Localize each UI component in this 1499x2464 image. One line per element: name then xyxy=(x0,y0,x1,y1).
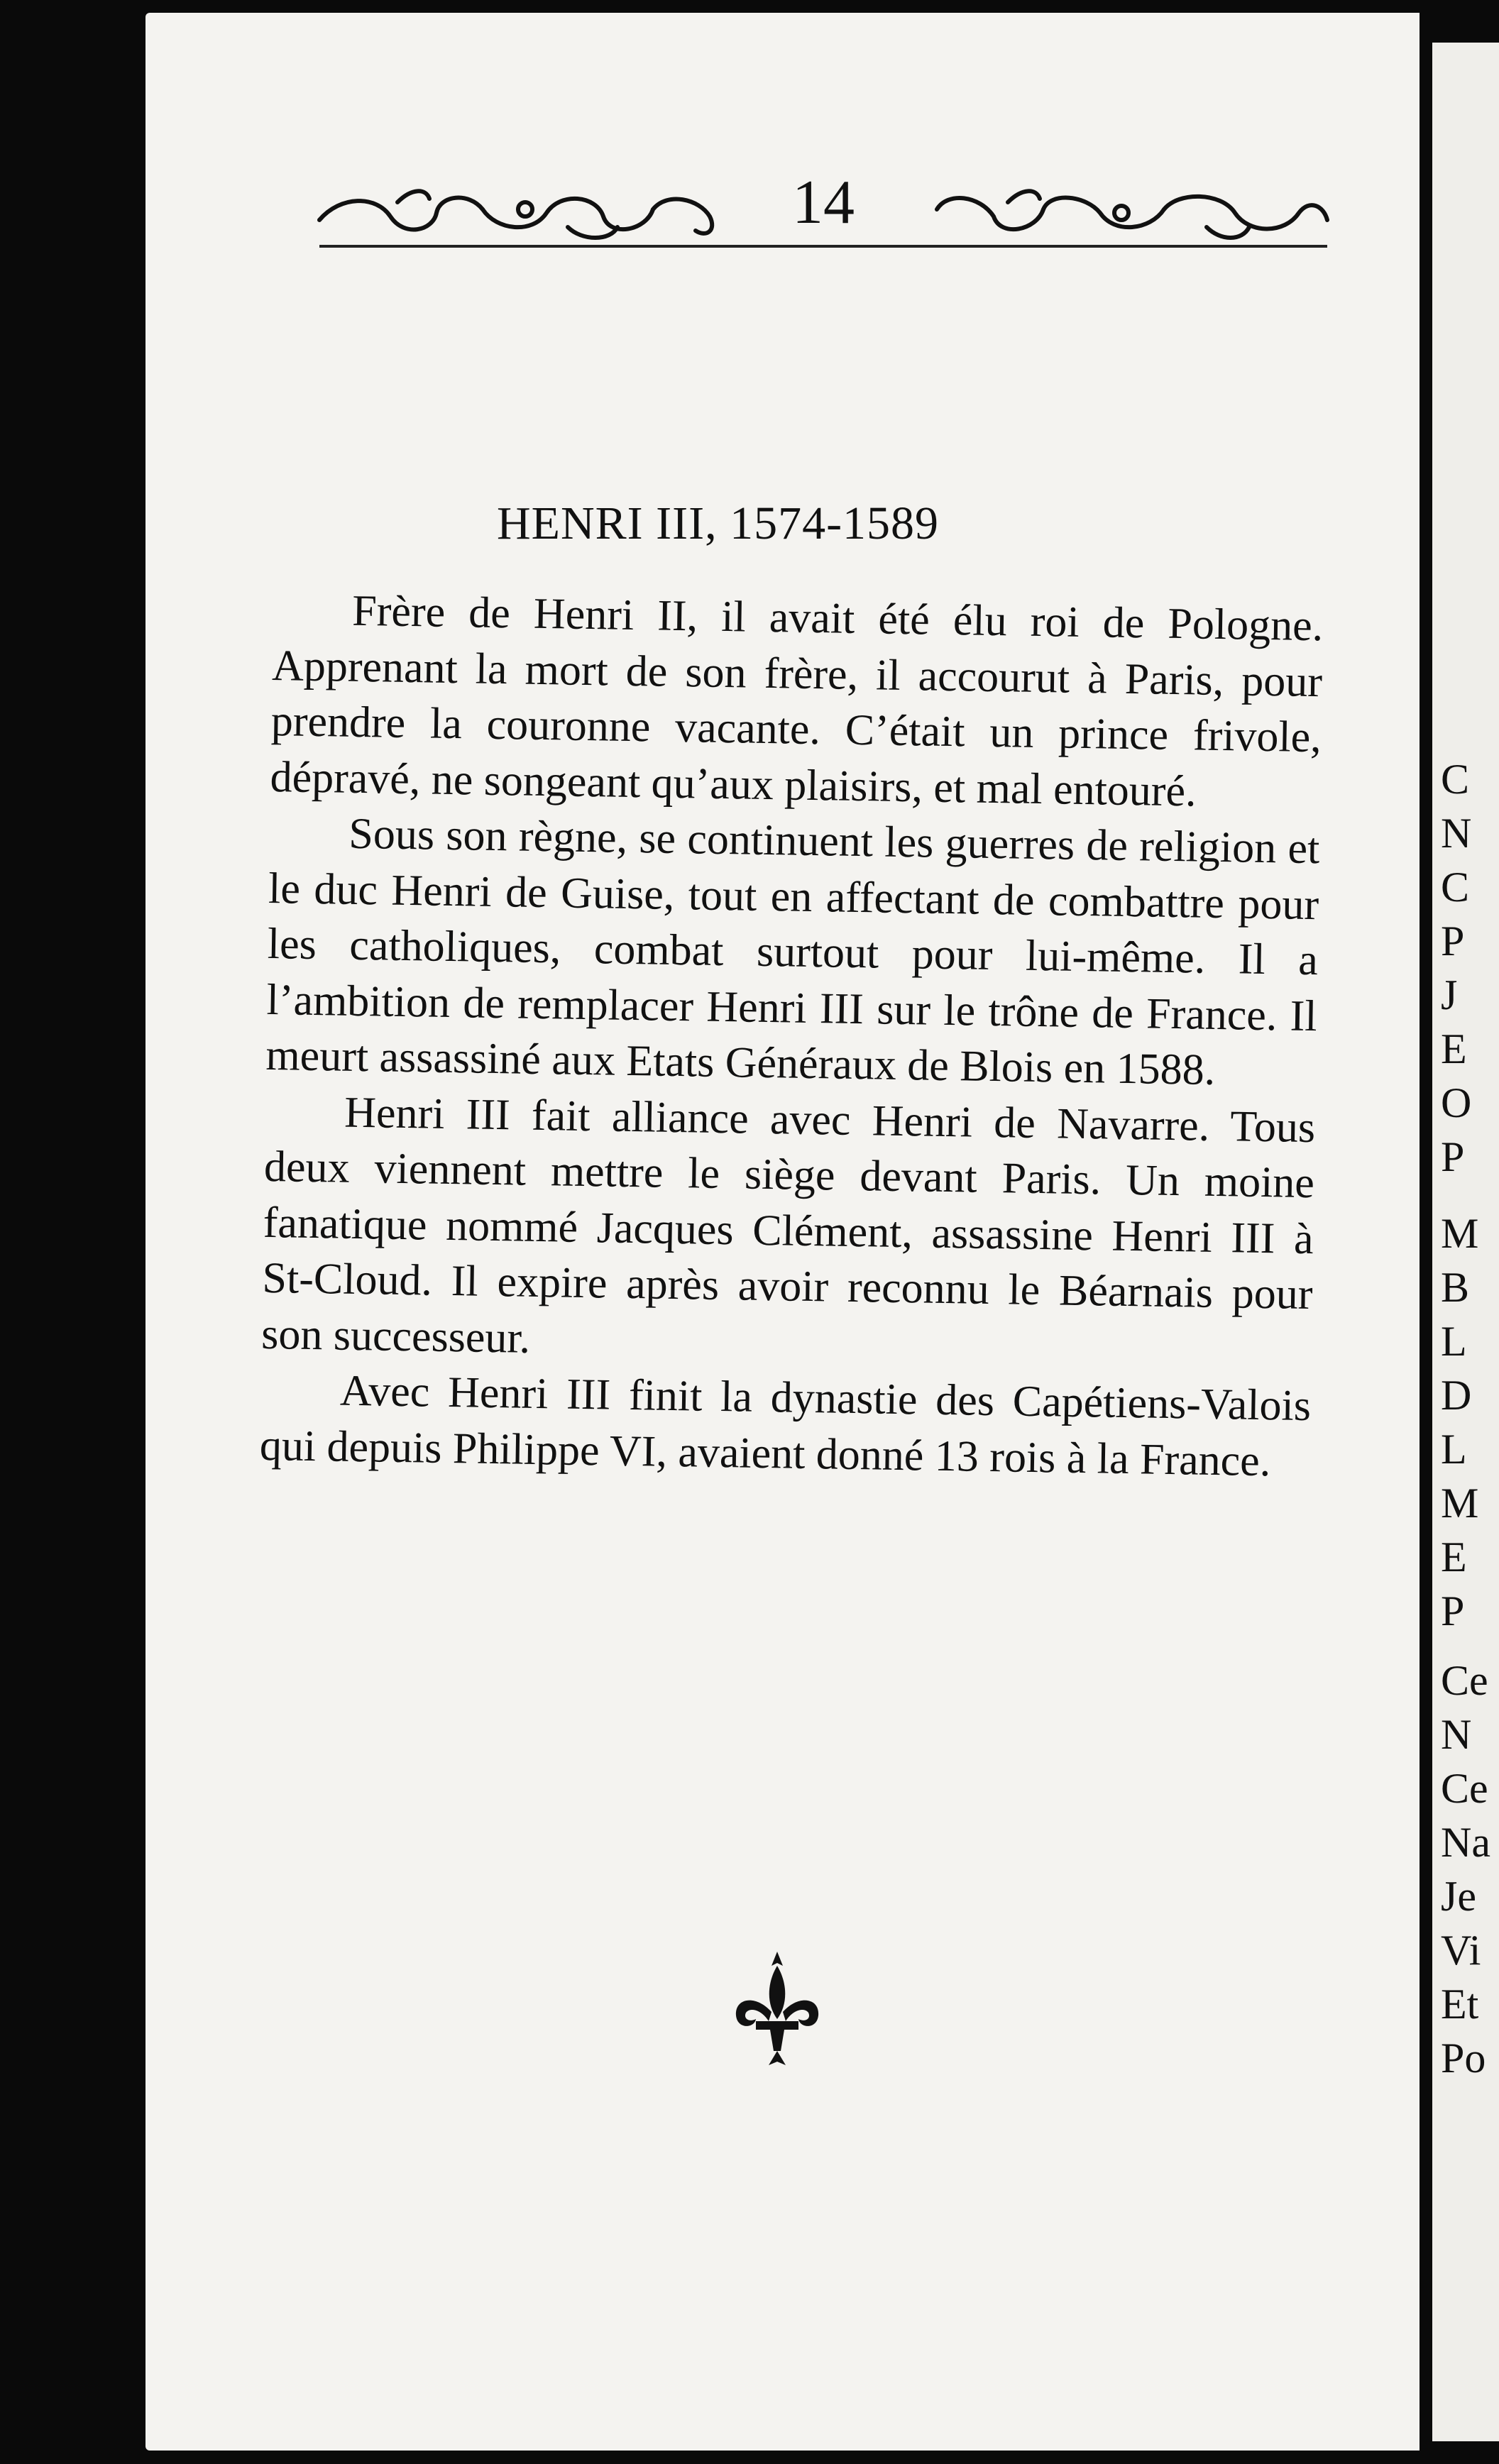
paragraph: Frère de Henri II, il avait été élu roi de Pologne. Apprenant la mort de son frère, il accourut à Paris, pour prendre la couronne vacante. C’était un prince frivole, dépravé, ne songeant qu’aux plaisirs, et mal entouré. xyxy=(270,586,1324,815)
scroll-ornament-icon xyxy=(312,181,724,245)
chapter-body xyxy=(259,582,1324,1490)
paragraph: Avec Henri III finit la dynastie des Capétiens-Valois qui depuis Philippe VI, avaient donné 13 rois à la France. xyxy=(259,1366,1312,1485)
page-header xyxy=(312,160,1334,302)
scroll-ornament-icon xyxy=(923,181,1334,245)
header-rule xyxy=(319,245,1327,248)
paragraph: Sous son règne, se continuent les guerres de religion et le duc Henri de Guise, tout en affectant de combattre pour les catholiques, combat surtout pour lui-même. Il a l’ambition de remplacer Henri III sur le trône de France. Il meurt assassiné aux Etats Généraux de Blois en 1588. xyxy=(265,809,1320,1094)
paragraph: Henri III fait alliance avec Henri de Navarre. Tous deux viennent mettre le siège devant Paris. Un moine fanatique nommé Jacques Clément, assassine Henri III à St-Cloud. Il expire après avoir reconnu le Béarnais pour son successeur. xyxy=(260,1088,1316,1363)
adjacent-page-letters-2: M B L D L M E P xyxy=(1441,1210,1479,1634)
adjacent-page-letters-1: C N C P J E O P xyxy=(1441,756,1472,1180)
adjacent-page-letters-3: Ce N Ce Na Je Vi Et Po xyxy=(1441,1657,1490,2081)
fleur-de-lis-icon xyxy=(727,1945,827,2072)
chapter-title: HENRI III, 1574-1589 xyxy=(497,497,940,549)
adjacent-page-edge xyxy=(1432,43,1499,2441)
page-number: 14 xyxy=(792,168,855,237)
